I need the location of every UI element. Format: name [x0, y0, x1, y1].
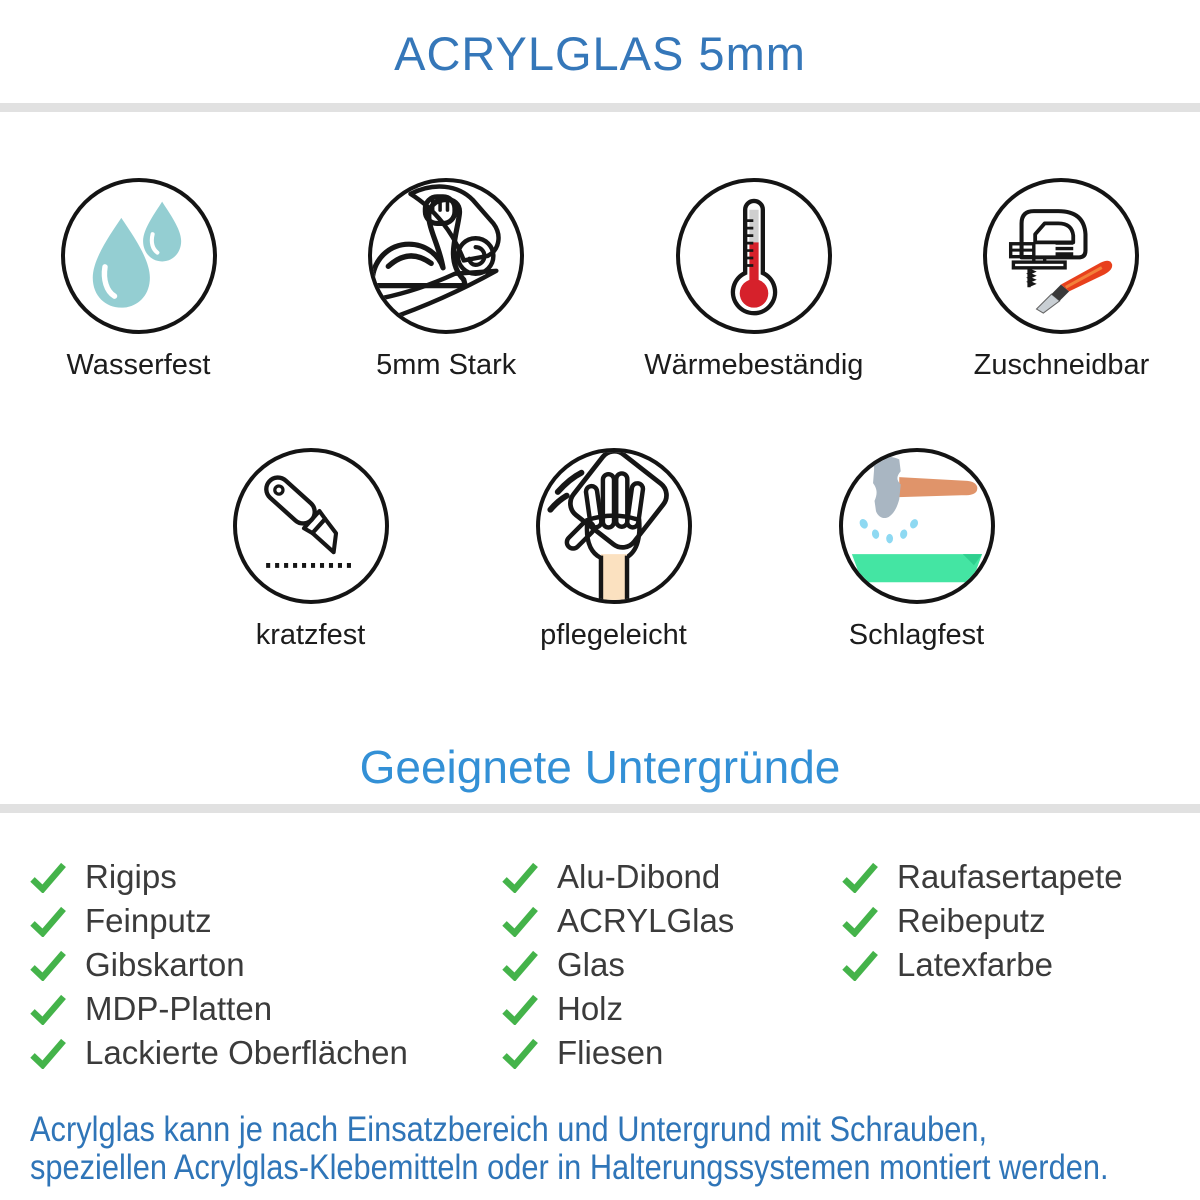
surface-item	[500, 987, 840, 1031]
surface-column-1	[28, 855, 500, 1075]
check-icon	[28, 862, 68, 893]
check-icon	[28, 906, 68, 937]
jigsaw-knife-icon	[993, 188, 1129, 324]
surface-label: Latexfarbe	[897, 946, 1053, 983]
features-row-1	[0, 178, 1200, 382]
surface-label: Reibeputz	[897, 902, 1046, 939]
check-icon	[500, 906, 540, 937]
surface-item	[28, 987, 500, 1031]
surface-label: Holz	[557, 990, 624, 1027]
page-title: ACRYLGLAS 5mm	[394, 27, 806, 80]
features-row-2	[0, 448, 1200, 652]
hammer-impact-icon	[843, 449, 991, 603]
feature-wasserfest	[60, 178, 217, 382]
feature-label: 5mm Stark	[376, 349, 517, 381]
surface-item	[840, 899, 1200, 943]
check-icon	[500, 1038, 540, 1069]
surface-item	[28, 943, 500, 987]
feature-kratzfest	[232, 448, 389, 652]
surface-item	[500, 943, 840, 987]
check-icon	[840, 862, 880, 893]
surface-label: Alu-Dibond	[557, 858, 721, 895]
thermometer-icon	[686, 188, 822, 324]
surface-label: Glas	[557, 946, 625, 983]
feature-label: Wasserfest	[66, 349, 211, 381]
surface-item	[28, 899, 500, 943]
surface-item	[840, 943, 1200, 987]
check-icon	[500, 862, 540, 893]
surface-label: Fliesen	[557, 1034, 664, 1071]
feature-5mm-stark	[368, 178, 525, 382]
surfaces-heading: Geeignete Untergründe	[359, 741, 841, 793]
surface-label: ACRYLGlas	[557, 902, 735, 939]
wiping-hand-icon	[540, 449, 688, 603]
feature-label: Zuschneidbar	[973, 349, 1150, 381]
check-icon	[28, 950, 68, 981]
surfaces-list	[0, 855, 1200, 1075]
check-icon	[28, 1038, 68, 1069]
check-icon	[840, 906, 880, 937]
feature-label: Wärmebeständig	[644, 349, 864, 381]
feature-label: pflegeleicht	[540, 619, 687, 651]
footer-note	[0, 1111, 1200, 1187]
feature-zuschneidbar	[973, 178, 1150, 382]
mid-divider	[0, 804, 1200, 813]
surface-item	[500, 1031, 840, 1075]
feature-schlagfest	[838, 448, 995, 652]
surface-label: Raufasertapete	[897, 858, 1123, 895]
check-icon	[500, 950, 540, 981]
check-icon	[840, 950, 880, 981]
surface-item	[28, 855, 500, 899]
feature-label: kratzfest	[255, 619, 366, 651]
water-drops-icon	[71, 188, 207, 324]
footer-line-2: speziellen Acrylglas-Klebemitteln oder in Halterungssystemen montiert werden.	[30, 1148, 1109, 1187]
check-icon	[28, 994, 68, 1025]
feature-label: Schlagfest	[848, 619, 985, 651]
footer-line-1: Acrylglas kann je nach Einsatzbereich und Untergrund mit Schrauben,	[30, 1110, 988, 1149]
surface-item	[28, 1031, 500, 1075]
feature-pflegeleicht	[535, 448, 692, 652]
utility-knife-icon	[243, 458, 379, 594]
flexed-arm-roll-icon	[372, 179, 520, 333]
surface-item	[500, 855, 840, 899]
check-icon	[500, 994, 540, 1025]
surface-label: Rigips	[85, 858, 177, 895]
top-divider	[0, 103, 1200, 112]
surface-item	[840, 855, 1200, 899]
surface-label: MDP-Platten	[85, 990, 273, 1027]
surface-label: Gibskarton	[85, 946, 245, 983]
surface-label: Lackierte Oberflächen	[85, 1034, 408, 1071]
feature-waermebestaendig	[644, 178, 864, 382]
surface-column-3	[840, 855, 1200, 1075]
surface-label: Feinputz	[85, 902, 212, 939]
surface-item	[500, 899, 840, 943]
surface-column-2	[500, 855, 840, 1075]
